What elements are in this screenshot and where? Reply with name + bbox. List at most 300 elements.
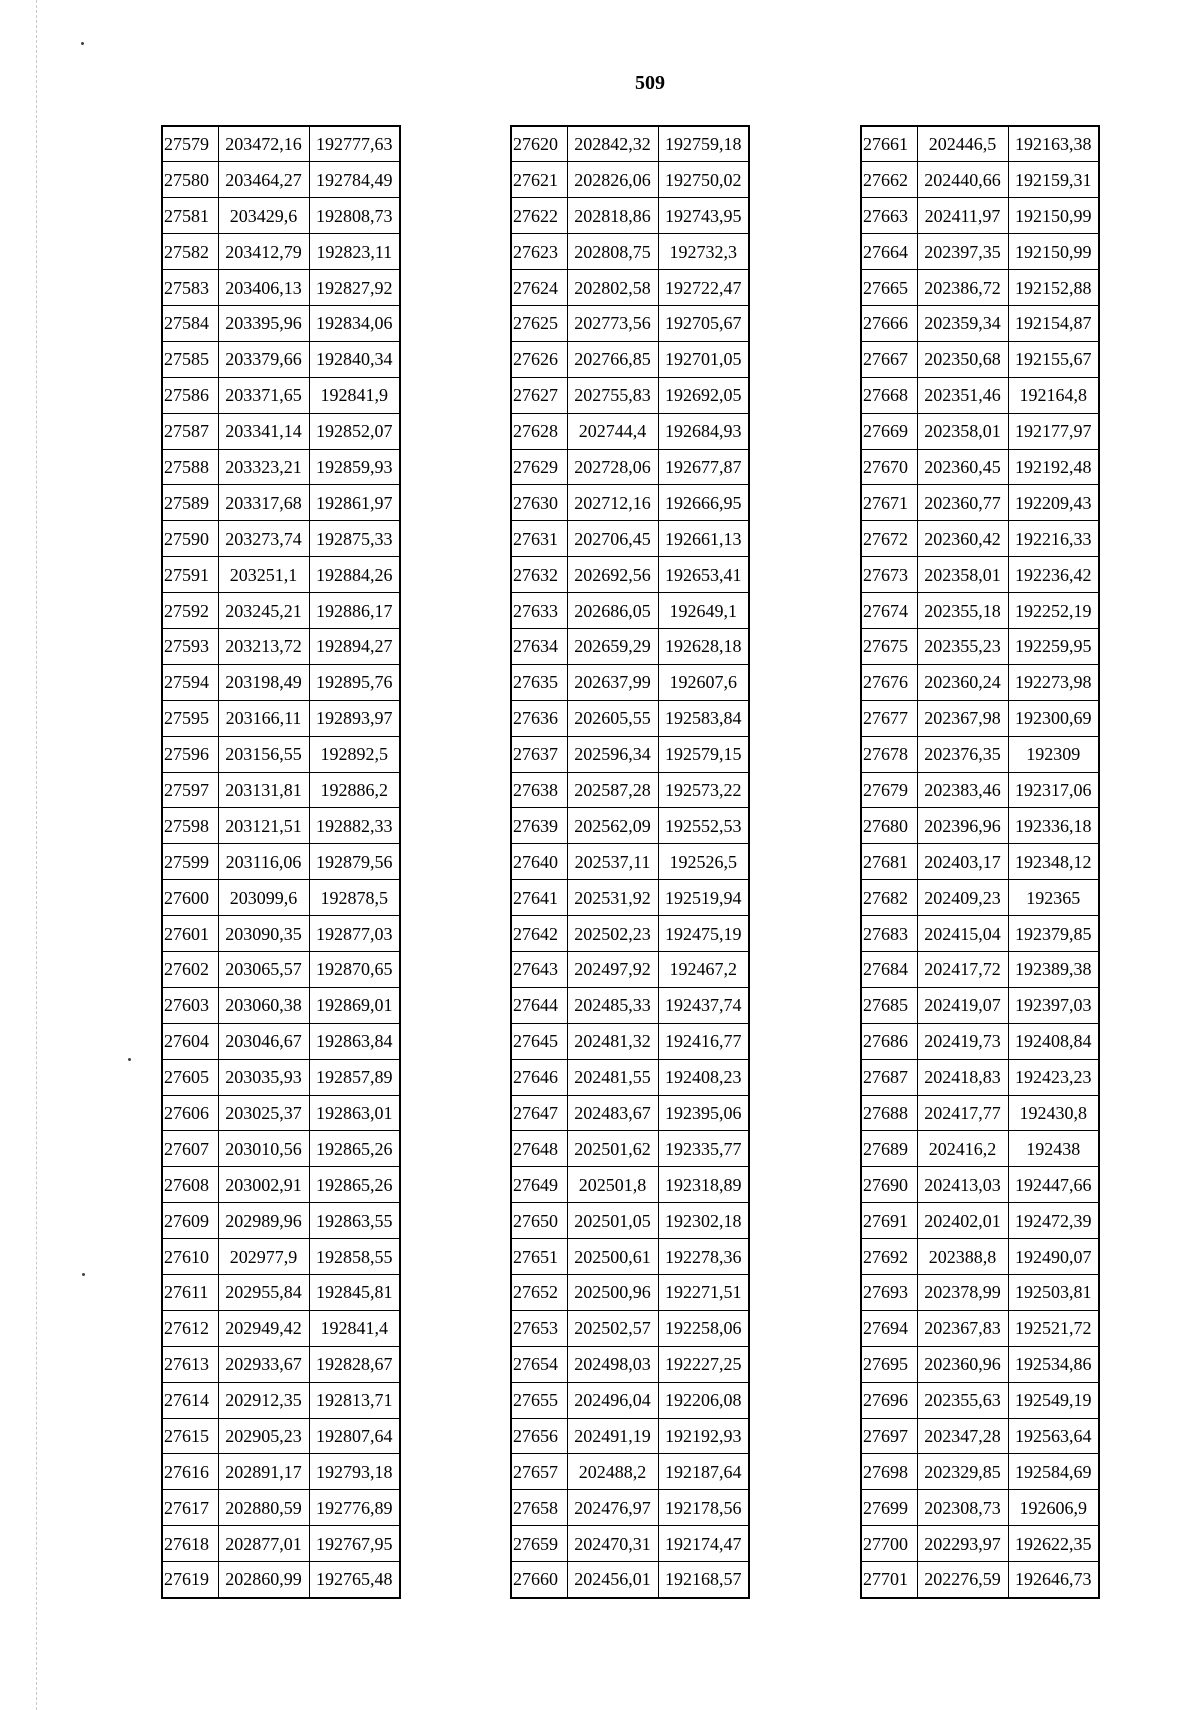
y-coordinate-cell: 192521,72	[1008, 1310, 1099, 1346]
x-coordinate-cell: 202396,96	[917, 808, 1008, 844]
y-coordinate-cell: 192743,95	[658, 198, 749, 234]
table-row	[861, 880, 1099, 916]
y-coordinate-cell: 192869,01	[309, 987, 400, 1023]
x-coordinate-cell: 203099,6	[218, 880, 309, 916]
table-row	[861, 987, 1099, 1023]
y-coordinate-cell: 192861,97	[309, 485, 400, 521]
table-row	[162, 1526, 400, 1562]
point-number-cell: 27675	[861, 628, 917, 664]
point-number-cell: 27622	[511, 198, 567, 234]
point-number-cell: 27677	[861, 700, 917, 736]
point-number-cell: 27701	[861, 1562, 917, 1598]
point-number-cell: 27646	[511, 1059, 567, 1095]
table-row	[162, 341, 400, 377]
y-coordinate-cell: 192472,39	[1008, 1203, 1099, 1239]
y-coordinate-cell: 192150,99	[1008, 234, 1099, 270]
x-coordinate-cell: 202949,42	[218, 1310, 309, 1346]
point-number-cell: 27615	[162, 1418, 218, 1454]
table-row	[511, 664, 749, 700]
y-coordinate-cell: 192159,31	[1008, 162, 1099, 198]
y-coordinate-cell: 192155,67	[1008, 341, 1099, 377]
y-coordinate-cell: 192858,55	[309, 1239, 400, 1275]
y-coordinate-cell: 192859,93	[309, 449, 400, 485]
y-coordinate-cell: 192653,41	[658, 557, 749, 593]
table-row	[162, 736, 400, 772]
point-number-cell: 27666	[861, 305, 917, 341]
x-coordinate-cell: 202446,5	[917, 126, 1008, 162]
table-row	[861, 664, 1099, 700]
table-row	[511, 1346, 749, 1382]
x-coordinate-cell: 202587,28	[567, 772, 658, 808]
table-row	[861, 593, 1099, 629]
point-number-cell: 27637	[511, 736, 567, 772]
y-coordinate-cell: 192646,73	[1008, 1562, 1099, 1598]
x-coordinate-cell: 203025,37	[218, 1095, 309, 1131]
x-coordinate-cell: 202728,06	[567, 449, 658, 485]
point-number-cell: 27656	[511, 1418, 567, 1454]
y-coordinate-cell: 192336,18	[1008, 808, 1099, 844]
y-coordinate-cell: 192573,22	[658, 772, 749, 808]
x-coordinate-cell: 202712,16	[567, 485, 658, 521]
point-number-cell: 27596	[162, 736, 218, 772]
y-coordinate-cell: 192722,47	[658, 270, 749, 306]
point-number-cell: 27599	[162, 844, 218, 880]
table-row	[861, 377, 1099, 413]
point-number-cell: 27700	[861, 1526, 917, 1562]
point-number-cell: 27689	[861, 1131, 917, 1167]
point-number-cell: 27644	[511, 987, 567, 1023]
point-number-cell: 27643	[511, 951, 567, 987]
table-row	[162, 1203, 400, 1239]
point-number-cell: 27661	[861, 126, 917, 162]
y-coordinate-cell: 192177,97	[1008, 413, 1099, 449]
table-row	[162, 162, 400, 198]
table-row	[861, 736, 1099, 772]
x-coordinate-cell: 202686,05	[567, 593, 658, 629]
point-number-cell: 27625	[511, 305, 567, 341]
point-number-cell: 27681	[861, 844, 917, 880]
x-coordinate-cell: 202347,28	[917, 1418, 1008, 1454]
x-coordinate-cell: 202403,17	[917, 844, 1008, 880]
point-number-cell: 27608	[162, 1167, 218, 1203]
point-number-cell: 27584	[162, 305, 218, 341]
x-coordinate-cell: 202912,35	[218, 1382, 309, 1418]
table-row	[511, 341, 749, 377]
point-number-cell: 27621	[511, 162, 567, 198]
y-coordinate-cell: 192661,13	[658, 521, 749, 557]
x-coordinate-cell: 202483,67	[567, 1095, 658, 1131]
table-row	[511, 449, 749, 485]
point-number-cell: 27654	[511, 1346, 567, 1382]
y-coordinate-cell: 192259,95	[1008, 628, 1099, 664]
point-number-cell: 27668	[861, 377, 917, 413]
table-row	[162, 1167, 400, 1203]
y-coordinate-cell: 192379,85	[1008, 916, 1099, 952]
point-number-cell: 27676	[861, 664, 917, 700]
point-number-cell: 27696	[861, 1382, 917, 1418]
y-coordinate-cell: 192784,49	[309, 162, 400, 198]
x-coordinate-cell: 202502,23	[567, 916, 658, 952]
y-coordinate-cell: 192549,19	[1008, 1382, 1099, 1418]
point-number-cell: 27611	[162, 1275, 218, 1311]
table-row	[861, 916, 1099, 952]
x-coordinate-cell: 202276,59	[917, 1562, 1008, 1598]
point-number-cell: 27614	[162, 1382, 218, 1418]
point-number-cell: 27586	[162, 377, 218, 413]
table-row	[511, 198, 749, 234]
table-row	[861, 162, 1099, 198]
point-number-cell: 27604	[162, 1023, 218, 1059]
point-number-cell: 27595	[162, 700, 218, 736]
point-number-cell: 27660	[511, 1562, 567, 1598]
x-coordinate-cell: 202360,24	[917, 664, 1008, 700]
x-coordinate-cell: 203198,49	[218, 664, 309, 700]
point-number-cell: 27591	[162, 557, 218, 593]
x-coordinate-cell: 202744,4	[567, 413, 658, 449]
x-coordinate-cell: 202409,23	[917, 880, 1008, 916]
table-row	[511, 1239, 749, 1275]
point-number-cell: 27692	[861, 1239, 917, 1275]
y-coordinate-cell: 192841,4	[309, 1310, 400, 1346]
y-coordinate-cell: 192552,53	[658, 808, 749, 844]
x-coordinate-cell: 202692,56	[567, 557, 658, 593]
table-row	[162, 628, 400, 664]
y-coordinate-cell: 192857,89	[309, 1059, 400, 1095]
y-coordinate-cell: 192863,01	[309, 1095, 400, 1131]
point-number-cell: 27579	[162, 126, 218, 162]
point-number-cell: 27630	[511, 485, 567, 521]
table-row	[162, 198, 400, 234]
y-coordinate-cell: 192793,18	[309, 1454, 400, 1490]
table-row	[861, 951, 1099, 987]
table-row	[162, 305, 400, 341]
x-coordinate-cell: 203065,57	[218, 951, 309, 987]
point-number-cell: 27613	[162, 1346, 218, 1382]
table-row	[861, 1059, 1099, 1095]
point-number-cell: 27687	[861, 1059, 917, 1095]
x-coordinate-cell: 202360,96	[917, 1346, 1008, 1382]
point-number-cell: 27655	[511, 1382, 567, 1418]
table-row	[861, 305, 1099, 341]
table-row	[511, 485, 749, 521]
x-coordinate-cell: 202501,05	[567, 1203, 658, 1239]
table-row	[162, 521, 400, 557]
table-row	[162, 126, 400, 162]
point-number-cell: 27581	[162, 198, 218, 234]
y-coordinate-cell: 192335,77	[658, 1131, 749, 1167]
x-coordinate-cell: 202388,8	[917, 1239, 1008, 1275]
table-row	[511, 736, 749, 772]
point-number-cell: 27633	[511, 593, 567, 629]
table-row	[861, 772, 1099, 808]
point-number-cell: 27673	[861, 557, 917, 593]
y-coordinate-cell: 192606,9	[1008, 1490, 1099, 1526]
x-coordinate-cell: 202955,84	[218, 1275, 309, 1311]
y-coordinate-cell: 192192,48	[1008, 449, 1099, 485]
y-coordinate-cell: 192845,81	[309, 1275, 400, 1311]
y-coordinate-cell: 192583,84	[658, 700, 749, 736]
point-number-cell: 27594	[162, 664, 218, 700]
table-row	[162, 413, 400, 449]
x-coordinate-cell: 202905,23	[218, 1418, 309, 1454]
point-number-cell: 27620	[511, 126, 567, 162]
y-coordinate-cell: 192750,02	[658, 162, 749, 198]
y-coordinate-cell: 192677,87	[658, 449, 749, 485]
x-coordinate-cell: 203412,79	[218, 234, 309, 270]
table-row	[511, 628, 749, 664]
y-coordinate-cell: 192300,69	[1008, 700, 1099, 736]
point-number-cell: 27629	[511, 449, 567, 485]
table-row	[511, 521, 749, 557]
x-coordinate-cell: 203371,65	[218, 377, 309, 413]
y-coordinate-cell: 192395,06	[658, 1095, 749, 1131]
x-coordinate-cell: 202877,01	[218, 1526, 309, 1562]
point-number-cell: 27603	[162, 987, 218, 1023]
y-coordinate-cell: 192701,05	[658, 341, 749, 377]
x-coordinate-cell: 202383,46	[917, 772, 1008, 808]
point-number-cell: 27658	[511, 1490, 567, 1526]
y-coordinate-cell: 192423,23	[1008, 1059, 1099, 1095]
y-coordinate-cell: 192174,47	[658, 1526, 749, 1562]
y-coordinate-cell: 192534,86	[1008, 1346, 1099, 1382]
table-row	[511, 951, 749, 987]
point-number-cell: 27680	[861, 808, 917, 844]
y-coordinate-cell: 192895,76	[309, 664, 400, 700]
x-coordinate-cell: 203060,38	[218, 987, 309, 1023]
table-row	[511, 987, 749, 1023]
coordinate-table-left	[161, 125, 401, 1599]
table-row	[861, 413, 1099, 449]
point-number-cell: 27665	[861, 270, 917, 306]
x-coordinate-cell: 202818,86	[567, 198, 658, 234]
table-row	[861, 844, 1099, 880]
y-coordinate-cell: 192894,27	[309, 628, 400, 664]
table-row	[511, 1526, 749, 1562]
x-coordinate-cell: 203166,11	[218, 700, 309, 736]
y-coordinate-cell: 192192,93	[658, 1418, 749, 1454]
table-row	[511, 1023, 749, 1059]
table-row	[511, 1095, 749, 1131]
point-number-cell: 27585	[162, 341, 218, 377]
y-coordinate-cell: 192628,18	[658, 628, 749, 664]
table-row	[511, 1382, 749, 1418]
table-row	[162, 1454, 400, 1490]
table-row	[861, 126, 1099, 162]
y-coordinate-cell: 192808,73	[309, 198, 400, 234]
y-coordinate-cell: 192178,56	[658, 1490, 749, 1526]
x-coordinate-cell: 202637,99	[567, 664, 658, 700]
point-number-cell: 27650	[511, 1203, 567, 1239]
point-number-cell: 27583	[162, 270, 218, 306]
x-coordinate-cell: 202481,55	[567, 1059, 658, 1095]
table-row	[861, 1382, 1099, 1418]
point-number-cell: 27593	[162, 628, 218, 664]
point-number-cell: 27619	[162, 1562, 218, 1598]
y-coordinate-cell: 192318,89	[658, 1167, 749, 1203]
x-coordinate-cell: 202496,04	[567, 1382, 658, 1418]
point-number-cell: 27686	[861, 1023, 917, 1059]
y-coordinate-cell: 192317,06	[1008, 772, 1099, 808]
point-number-cell: 27697	[861, 1418, 917, 1454]
y-coordinate-cell: 192475,19	[658, 916, 749, 952]
point-number-cell: 27651	[511, 1239, 567, 1275]
x-coordinate-cell: 203002,91	[218, 1167, 309, 1203]
table-row	[162, 1490, 400, 1526]
y-coordinate-cell: 192258,06	[658, 1310, 749, 1346]
x-coordinate-cell: 202418,83	[917, 1059, 1008, 1095]
point-number-cell: 27624	[511, 270, 567, 306]
table-row	[162, 593, 400, 629]
x-coordinate-cell: 202413,03	[917, 1167, 1008, 1203]
x-coordinate-cell: 203121,51	[218, 808, 309, 844]
y-coordinate-cell: 192271,51	[658, 1275, 749, 1311]
x-coordinate-cell: 202367,83	[917, 1310, 1008, 1346]
point-number-cell: 27679	[861, 772, 917, 808]
table-row	[162, 449, 400, 485]
point-number-cell: 27659	[511, 1526, 567, 1562]
point-number-cell: 27639	[511, 808, 567, 844]
point-number-cell: 27670	[861, 449, 917, 485]
x-coordinate-cell: 202402,01	[917, 1203, 1008, 1239]
y-coordinate-cell: 192732,3	[658, 234, 749, 270]
table-row	[861, 1454, 1099, 1490]
table-row	[511, 270, 749, 306]
point-number-cell: 27602	[162, 951, 218, 987]
point-number-cell: 27628	[511, 413, 567, 449]
point-number-cell: 27638	[511, 772, 567, 808]
table-row	[511, 413, 749, 449]
y-coordinate-cell: 192430,8	[1008, 1095, 1099, 1131]
point-number-cell: 27601	[162, 916, 218, 952]
x-coordinate-cell: 202415,04	[917, 916, 1008, 952]
table-row	[861, 1131, 1099, 1167]
table-row	[511, 593, 749, 629]
table-row	[861, 628, 1099, 664]
point-number-cell: 27667	[861, 341, 917, 377]
table-row	[861, 521, 1099, 557]
table-row	[511, 808, 749, 844]
table-row	[511, 1131, 749, 1167]
table-row	[511, 1418, 749, 1454]
y-coordinate-cell: 192777,63	[309, 126, 400, 162]
y-coordinate-cell: 192408,23	[658, 1059, 749, 1095]
y-coordinate-cell: 192622,35	[1008, 1526, 1099, 1562]
y-coordinate-cell: 192563,64	[1008, 1418, 1099, 1454]
x-coordinate-cell: 203406,13	[218, 270, 309, 306]
point-number-cell: 27652	[511, 1275, 567, 1311]
table-row	[861, 1418, 1099, 1454]
point-number-cell: 27632	[511, 557, 567, 593]
x-coordinate-cell: 202355,23	[917, 628, 1008, 664]
coordinate-table-right	[860, 125, 1100, 1599]
point-number-cell: 27672	[861, 521, 917, 557]
x-coordinate-cell: 202933,67	[218, 1346, 309, 1382]
point-number-cell: 27678	[861, 736, 917, 772]
x-coordinate-cell: 202531,92	[567, 880, 658, 916]
x-coordinate-cell: 203323,21	[218, 449, 309, 485]
table-row	[162, 1382, 400, 1418]
x-coordinate-cell: 202351,46	[917, 377, 1008, 413]
x-coordinate-cell: 203251,1	[218, 557, 309, 593]
y-coordinate-cell: 192206,08	[658, 1382, 749, 1418]
x-coordinate-cell: 203116,06	[218, 844, 309, 880]
y-coordinate-cell: 192503,81	[1008, 1275, 1099, 1311]
y-coordinate-cell: 192490,07	[1008, 1239, 1099, 1275]
x-coordinate-cell: 202537,11	[567, 844, 658, 880]
x-coordinate-cell: 202360,42	[917, 521, 1008, 557]
table-row	[162, 1095, 400, 1131]
x-coordinate-cell: 202596,34	[567, 736, 658, 772]
table-row	[162, 557, 400, 593]
point-number-cell: 27636	[511, 700, 567, 736]
y-coordinate-cell: 192408,84	[1008, 1023, 1099, 1059]
y-coordinate-cell: 192309	[1008, 736, 1099, 772]
x-coordinate-cell: 202358,01	[917, 413, 1008, 449]
x-coordinate-cell: 203213,72	[218, 628, 309, 664]
point-number-cell: 27631	[511, 521, 567, 557]
x-coordinate-cell: 202386,72	[917, 270, 1008, 306]
table-row	[162, 700, 400, 736]
x-coordinate-cell: 202773,56	[567, 305, 658, 341]
table-row	[511, 1310, 749, 1346]
x-coordinate-cell: 202842,32	[567, 126, 658, 162]
x-coordinate-cell: 203273,74	[218, 521, 309, 557]
scan-speck	[128, 1058, 131, 1061]
table-row	[511, 844, 749, 880]
y-coordinate-cell: 192827,92	[309, 270, 400, 306]
y-coordinate-cell: 192278,36	[658, 1239, 749, 1275]
x-coordinate-cell: 202376,35	[917, 736, 1008, 772]
table-row	[511, 234, 749, 270]
y-coordinate-cell: 192649,1	[658, 593, 749, 629]
table-row	[511, 880, 749, 916]
x-coordinate-cell: 202755,83	[567, 377, 658, 413]
table-row	[861, 341, 1099, 377]
x-coordinate-cell: 202860,99	[218, 1562, 309, 1598]
point-number-cell: 27645	[511, 1023, 567, 1059]
scan-edge-line	[36, 0, 38, 1710]
point-number-cell: 27580	[162, 162, 218, 198]
y-coordinate-cell: 192893,97	[309, 700, 400, 736]
table-row	[861, 1023, 1099, 1059]
y-coordinate-cell: 192447,66	[1008, 1167, 1099, 1203]
x-coordinate-cell: 202501,8	[567, 1167, 658, 1203]
y-coordinate-cell: 192877,03	[309, 916, 400, 952]
x-coordinate-cell: 202502,57	[567, 1310, 658, 1346]
y-coordinate-cell: 192150,99	[1008, 198, 1099, 234]
x-coordinate-cell: 202416,2	[917, 1131, 1008, 1167]
table-row	[861, 1095, 1099, 1131]
point-number-cell: 27683	[861, 916, 917, 952]
y-coordinate-cell: 192438	[1008, 1131, 1099, 1167]
table-row	[511, 1167, 749, 1203]
y-coordinate-cell: 192882,33	[309, 808, 400, 844]
table-row	[861, 449, 1099, 485]
point-number-cell: 27674	[861, 593, 917, 629]
x-coordinate-cell: 203341,14	[218, 413, 309, 449]
x-coordinate-cell: 202891,17	[218, 1454, 309, 1490]
point-number-cell: 27699	[861, 1490, 917, 1526]
point-number-cell: 27663	[861, 198, 917, 234]
x-coordinate-cell: 202419,07	[917, 987, 1008, 1023]
x-coordinate-cell: 202360,45	[917, 449, 1008, 485]
table-row	[162, 1239, 400, 1275]
point-number-cell: 27641	[511, 880, 567, 916]
x-coordinate-cell: 202488,2	[567, 1454, 658, 1490]
table-row	[162, 664, 400, 700]
point-number-cell: 27592	[162, 593, 218, 629]
x-coordinate-cell: 202880,59	[218, 1490, 309, 1526]
